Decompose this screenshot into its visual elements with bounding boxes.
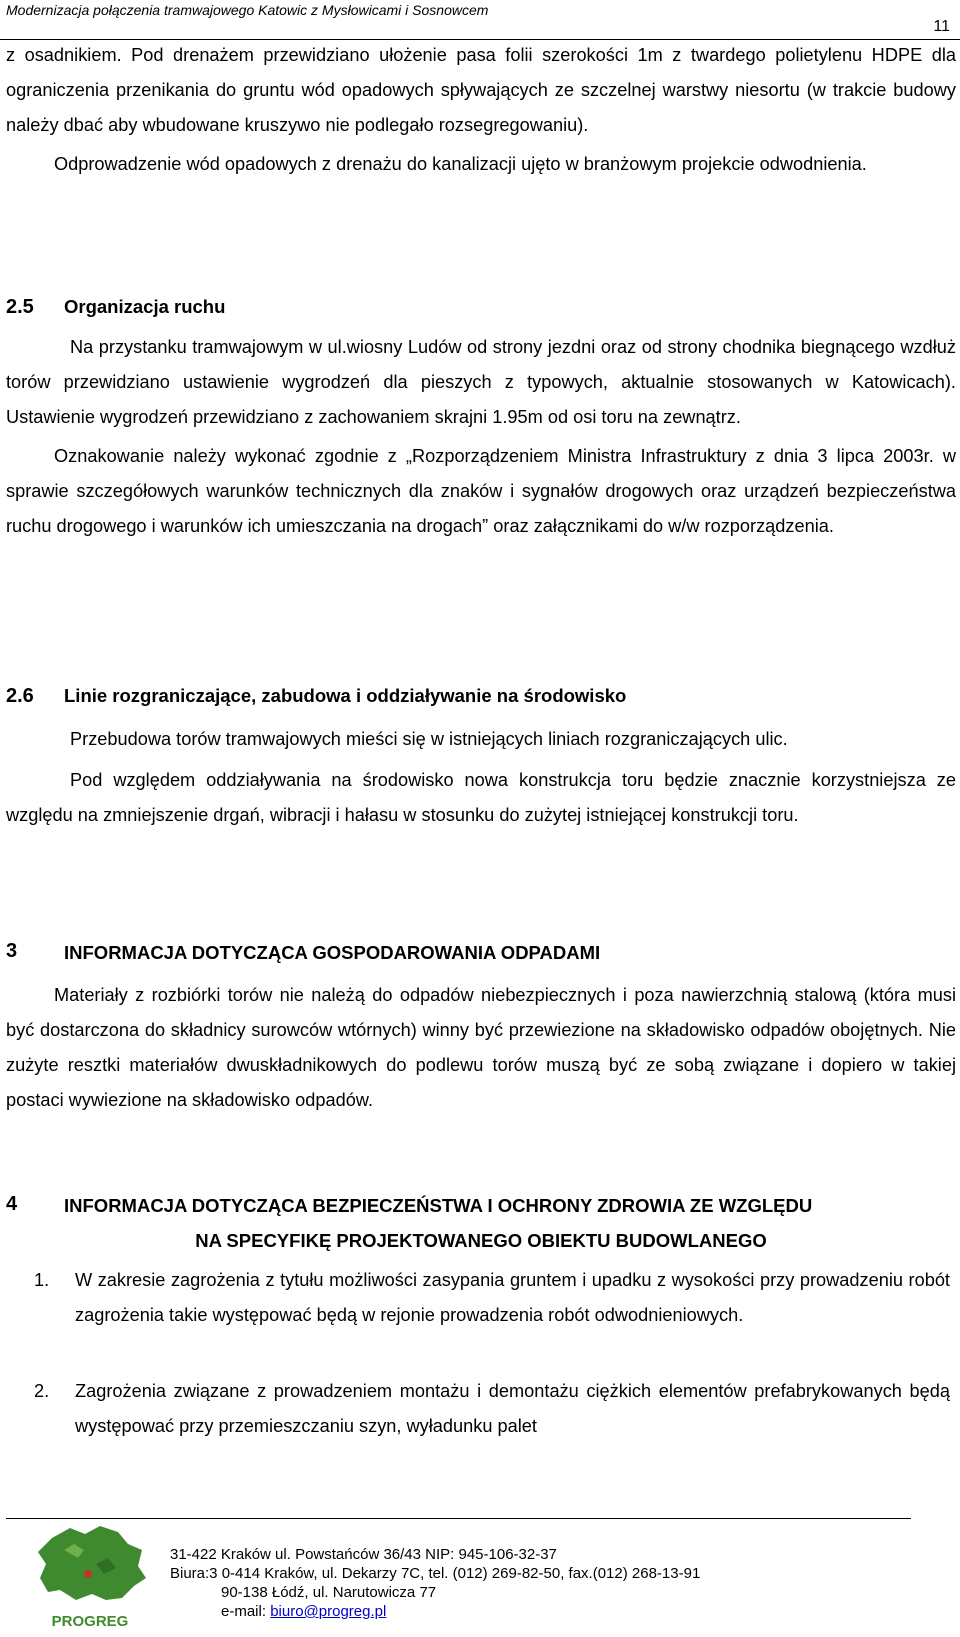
list-item-number: 2.: [34, 1381, 50, 1401]
section-title: Linie rozgraniczające, zabudowa i oddziaływanie na środowisko: [64, 685, 627, 706]
footer-email-line: [170, 1602, 830, 1621]
footer-address-line: 31-422 Kraków ul. Powstańców 36/43 NIP: 945-106-32-37: [170, 1546, 557, 1563]
footer-contact: [170, 1545, 830, 1621]
section-title: INFORMACJA DOTYCZĄCA GOSPODAROWANIA ODPADAMI: [64, 942, 601, 963]
logo-text: PROGREG: [51, 1613, 129, 1630]
map-logo-icon: [30, 1520, 155, 1632]
section-number: 3: [6, 940, 18, 962]
section-number: 2.6: [6, 685, 34, 707]
running-header: Modernizacja połączenia tramwajowego Katowic z Mysłowicami i Sosnowcem: [6, 2, 489, 18]
footer-offices-line: Biura:3 0-414 Kraków, ul. Dekarzy 7C, tel. (012) 269-82-50, fax.(012) 268-13-91: [170, 1565, 701, 1582]
paragraph: Pod względem oddziaływania na środowisko nowa konstrukcja toru będzie znacznie korzystniejsza ze względu na zmniejszenie drgań, wibracji i hałasu w stosunku do zużytej istniejącej konstrukcji toru.: [6, 770, 956, 825]
paragraph: Na przystanku tramwajowym w ul.wiosny Ludów od strony jezdni oraz od strony chodnika biegnącego wzdłuż torów przewidziano ustawienie wygrodzeń dla pieszych z typowych, aktualnie stosowanych w Katowicach). Ustawienie wygrodzeń przewidziano z zachowaniem skrajni 1.95m od osi toru na zewnątrz.: [6, 337, 956, 427]
intro-block: [6, 38, 956, 182]
section-title: Organizacja ruchu: [64, 296, 226, 317]
section-number: 2.5: [6, 296, 34, 318]
section-3-body: [6, 978, 956, 1118]
list-item-text: W zakresie zagrożenia z tytułu możliwości zasypania gruntem i upadku z wysokości przy prowadzeniu robót zagrożenia takie występować będą w rejonie prowadzenia robót odwodnieniowych.: [75, 1270, 950, 1325]
paragraph: Przebudowa torów tramwajowych mieści się w istniejących liniach rozgraniczających ulic.: [70, 729, 788, 749]
footer-lodz-line: 90-138 Łódź, ul. Narutowicza 77: [221, 1584, 437, 1601]
list-item-text: Zagrożenia związane z prowadzeniem montażu i demontażu ciężkich elementów prefabrykowanych będą występować przy przemieszczaniu szyn, wyładunku palet: [75, 1381, 950, 1436]
page-number: 11: [933, 18, 950, 35]
paragraph: Materiały z rozbiórki torów nie należą do odpadów niebezpiecznych i poza nawierzchnią stalową (która musi być dostarczona do składnicy surowców wtórnych) winny być przewiezione na składowisko odpadów obojętnych. Nie zużyte resztki materiałów dwuskładnikowych do podlewu torów muszą być ze sobą związane i dopiero w takiej postaci wywiezione na składowisko odpadów.: [6, 985, 956, 1110]
list-item-number: 1.: [34, 1270, 50, 1290]
paragraph: z osadnikiem. Pod drenażem przewidziano ułożenie pasa folii szerokości 1m z twardego polietylenu HDPE dla ograniczenia przenikania do gruntu wód opadowych spływających ze szczelnej warstwy niesortu (w trakcie budowy należy dbać aby wbudowane kruszywo nie podlegało rozsegregowaniu).: [6, 45, 956, 135]
company-logo: [30, 1520, 155, 1632]
section-2-6-body: [6, 722, 956, 833]
section-number: 4: [6, 1193, 18, 1215]
section-title-line2: NA SPECYFIKĘ PROJEKTOWANEGO OBIEKTU BUDOWLANEGO: [195, 1230, 767, 1251]
section-title-line1: INFORMACJA DOTYCZĄCA BEZPIECZEŃSTWA I OCHRONY ZDROWIA ZE WZGLĘDU: [64, 1195, 813, 1216]
paragraph: Odprowadzenie wód opadowych z drenażu do kanalizacji ujęto w branżowym projekcie odwodnienia.: [54, 154, 867, 174]
email-link[interactable]: biuro@progreg.pl: [270, 1603, 387, 1620]
section-2-5-body: [6, 330, 956, 544]
footer-rule: [6, 1518, 911, 1519]
paragraph: Oznakowanie należy wykonać zgodnie z „Rozporządzeniem Ministra Infrastruktury z dnia 3 lipca 2003r. w sprawie szczegółowych warunków technicznych dla znaków i sygnałów drogowych oraz urządzeń bezpieczeństwa ruchu drogowego i warunków ich umieszczania na drogach” oraz załącznikami do w/w rozporządzenia.: [6, 446, 956, 536]
email-label: e-mail:: [221, 1603, 271, 1620]
